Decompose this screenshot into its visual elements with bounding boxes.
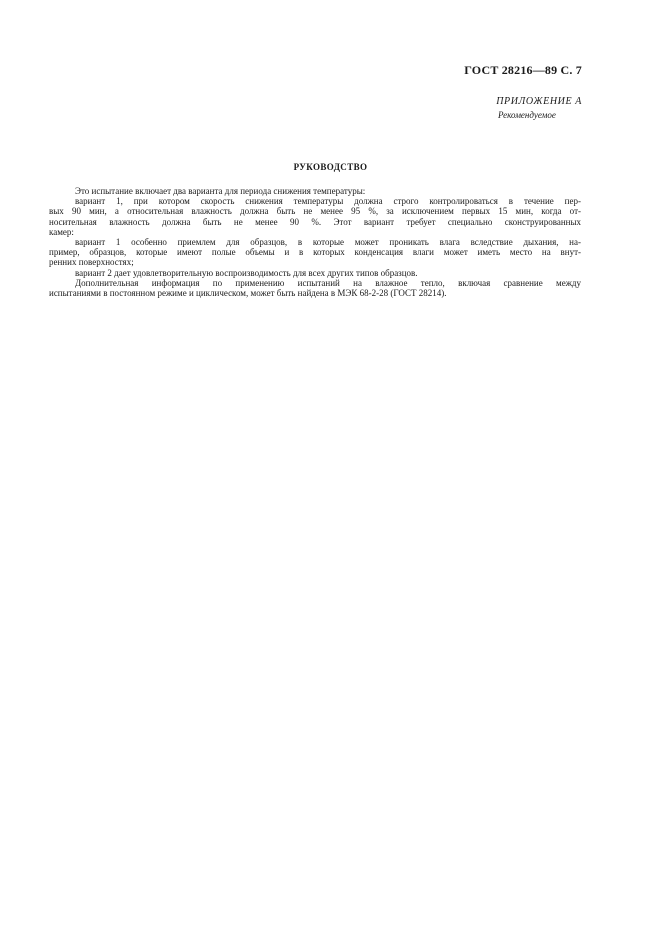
appendix-status: Рекомендуемое	[498, 110, 556, 120]
body-line-variant1-end: камер:	[49, 226, 74, 237]
body-line-variant1-note-end: ренних поверхностях;	[49, 257, 134, 268]
page-header-standard-number: ГОСТ 28216—89 С. 7	[464, 63, 582, 77]
body-line-variant1-cont1: вых 90 мин, а относительная влажность должна быть не менее 95 %, за исключением первых 15 мин, когда от-	[49, 206, 581, 217]
body-line-variant2: вариант 2 дает удовлетворительную воспроизводимость для всех других типов образцов.	[75, 267, 418, 278]
body-line-additional-info-end: испытаниями в постоянном режиме и циклическом, может быть найдена в МЭК 68-2-28 (ГОСТ 28214).	[49, 288, 447, 299]
body-line-variant1-cont2: носительная влажность должна быть не менее 90 %. Этот вариант требует специально сконструированных	[49, 216, 581, 227]
body-line-intro: Это испытание включает два варианта для периода снижения температуры:	[75, 186, 366, 196]
body-line-variant1-start: вариант 1, при котором скорость снижения температуры должна строго контролироваться в течение пер-	[75, 196, 581, 207]
document-body	[49, 186, 581, 299]
body-line-additional-info-start: Дополнительная информация по применению испытаний на влажное тепло, включая сравнение между	[75, 277, 581, 288]
appendix-label: ПРИЛОЖЕНИЕ А	[496, 96, 582, 107]
body-line-variant1-note-cont: пример, образцов, которые имеют полые объемы и в которых конденсация влаги может иметь место на внут-	[49, 247, 581, 258]
body-line-variant1-note-start: вариант 1 особенно приемлем для образцов, в которые может проникать влага вследствие дыхания, на-	[75, 237, 581, 248]
section-title: РУКОВОДСТВО	[293, 162, 368, 172]
